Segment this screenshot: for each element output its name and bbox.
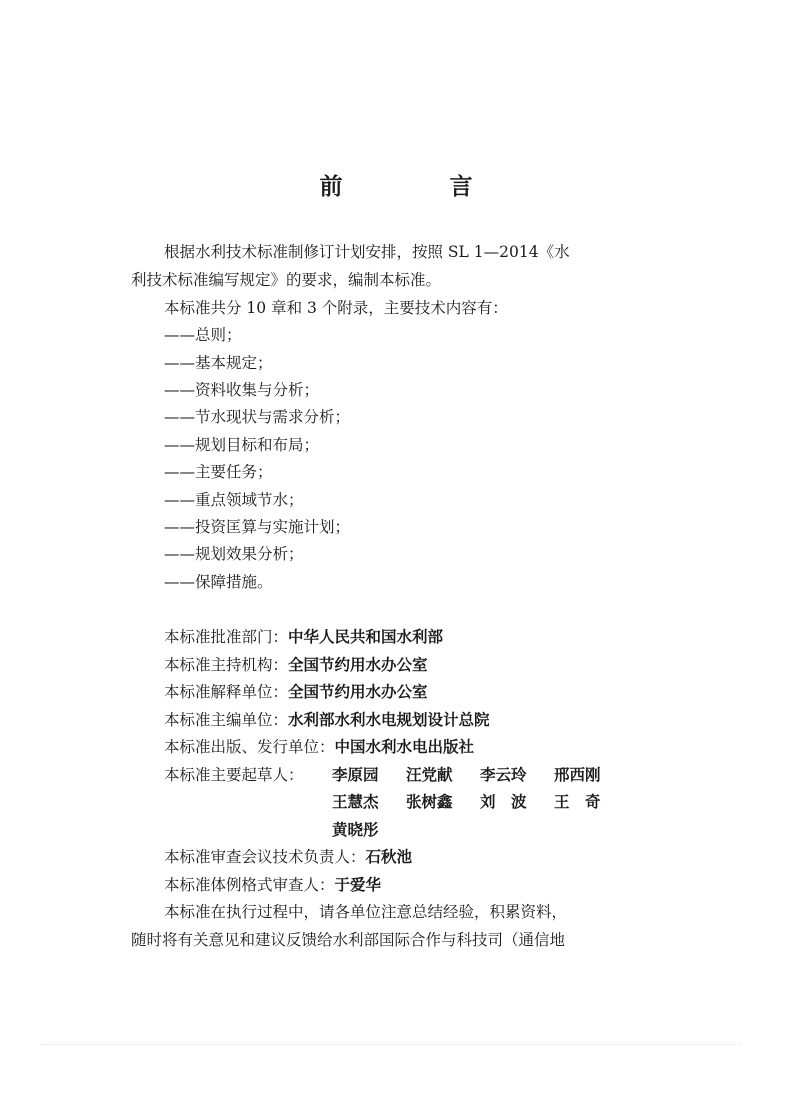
- publisher-value: 中国水利水电出版社: [334, 738, 475, 756]
- drafters-row-2: [332, 792, 628, 812]
- content-item: ——总则；: [164, 326, 242, 344]
- approval-value: 中华人民共和国水利部: [288, 628, 444, 646]
- drafters-line: [164, 765, 304, 785]
- content-item: ——保障措施。: [164, 573, 273, 591]
- drafter-name: 王慧杰: [332, 793, 379, 811]
- host-value: 全国节约用水办公室: [288, 656, 428, 674]
- intro-line-1: 根据水利技术标准制修订计划安排，按照 SL 1—2014《水: [164, 243, 570, 261]
- host-line: [164, 655, 428, 675]
- drafter-name: 汪党献: [406, 766, 453, 784]
- content-item: ——规划目标和布局；: [164, 436, 320, 454]
- intro-line-2: 利技术标准编写规定》的要求，编制本标准。: [131, 271, 442, 289]
- content-item: ——主要任务；: [164, 463, 273, 481]
- host-label: 本标准主持机构：: [164, 656, 289, 674]
- format-reviewer-value: 于爱华: [334, 876, 382, 894]
- drafter-name: 黄晓彤: [332, 821, 379, 839]
- content-item: ——投资匡算与实施计划；: [164, 518, 351, 536]
- drafter-name: 邢西刚: [554, 766, 601, 784]
- page-title: 前 言: [319, 174, 515, 200]
- editor-line: [164, 710, 490, 730]
- publisher-line: [164, 737, 474, 757]
- format-reviewer-label: 本标准体例格式审查人：: [164, 876, 335, 894]
- content-item: ——基本规定；: [164, 354, 273, 372]
- approval-line: [164, 627, 443, 647]
- drafters-label: 本标准主要起草人：: [164, 766, 304, 784]
- drafter-name: 张树鑫: [406, 793, 453, 811]
- interpret-line: [164, 682, 428, 702]
- reviewer-label: 本标准审查会议技术负责人：: [164, 848, 366, 866]
- content-item: ——资料收集与分析；: [164, 381, 320, 399]
- interpret-value: 全国节约用水办公室: [288, 683, 428, 701]
- content-item: ——节水现状与需求分析；: [164, 408, 351, 426]
- approval-label: 本标准批准部门：: [164, 628, 289, 646]
- content-item: ——重点领域节水；: [164, 491, 304, 509]
- reviewer-line: [164, 847, 412, 867]
- editor-label: 本标准主编单位：: [164, 711, 289, 729]
- drafter-name: 李原园: [332, 766, 379, 784]
- interpret-label: 本标准解释单位：: [164, 683, 289, 701]
- closing-line-2: 随时将有关意见和建议反馈给水利部国际合作与科技司（通信地: [131, 931, 566, 949]
- chapters-line: 本标准共分 10 章和 3 个附录，主要技术内容有：: [164, 299, 508, 317]
- closing-line-1: 本标准在执行过程中，请各单位注意总结经验，积累资料，: [164, 903, 568, 921]
- footer-divider: [40, 1044, 740, 1045]
- drafters-row-3: [332, 820, 406, 840]
- drafter-name: 刘 波: [480, 793, 527, 811]
- drafter-name: 李云玲: [480, 766, 527, 784]
- reviewer-value: 石秋池: [365, 848, 413, 866]
- format-reviewer-line: [164, 875, 381, 895]
- editor-value: 水利部水利水电规划设计总院: [288, 711, 490, 729]
- drafters-row-1: [332, 765, 628, 785]
- content-item: ——规划效果分析；: [164, 545, 304, 563]
- publisher-label: 本标准出版、发行单位：: [164, 738, 335, 756]
- drafter-name: 王 奇: [554, 793, 601, 811]
